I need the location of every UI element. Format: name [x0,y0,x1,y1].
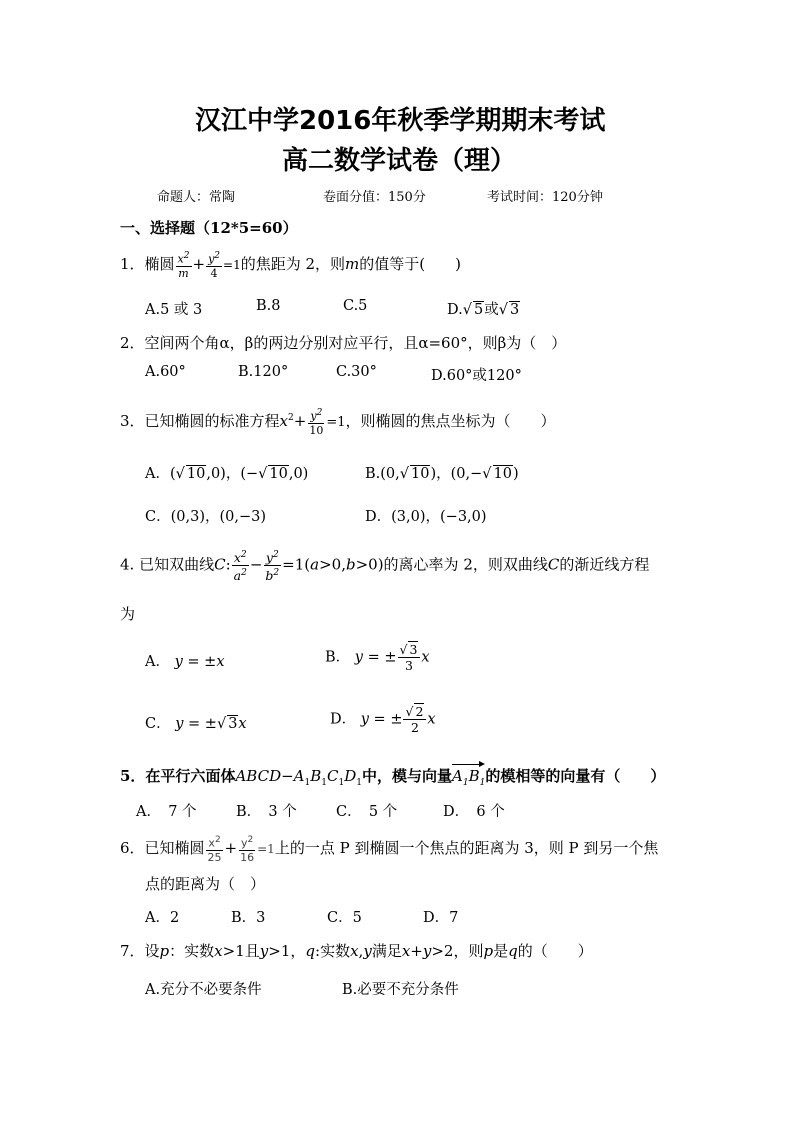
q1-suffix: 的焦距为 2，则 [240,254,346,273]
q1-var: m [345,254,360,273]
q4-continuation: 为 [120,605,136,623]
q6-option-d: D．7 [423,910,459,926]
q1-option-b: B.8 [256,298,281,314]
q2-option-a: A.60° [145,364,186,380]
exam-title: 汉江中学2016年秋季学期期末考试 [195,106,606,136]
question-7: 7．设p：实数x>1且y>1，q:实数x,y满足x+y>2，则p是q的（ ） [120,942,593,960]
q1-option-a: A.5 或 3 [145,302,203,318]
question-3: 3．已知椭圆的标准方程$x^2+$ $\frac{y^2}{10}$ =1，则椭圆的焦点坐标为（ ） [120,408,556,437]
q4-option-d: D． y = ± $\frac{√ 2}{2}$ x [330,704,436,735]
q3-option-a: A．(√ 10,0)，(−√ 10,0) [145,466,309,482]
question-4: 4. 已知双曲线C: $\frac{x^2}{a^2}$ − $\frac{y^2}{b^2}$ =1(a>0,b>0)的离心率为 2，则双曲线C的渐近线方程 [120,550,650,584]
q1-suffix2: 的值等于( ) [359,254,461,273]
q3-fraction: $\frac{y^2}{10}$ [309,408,324,437]
q5-option-b: B． 3 个 [236,804,297,820]
q7-option-b: B.必要不充分条件 [342,982,459,998]
q6-option-a: A．2 [145,910,180,926]
score-info: 卷面分值：150分 [323,190,426,205]
q1-option-c: C.5 [343,298,368,314]
q2-option-b: B.120° [238,364,289,380]
q6-option-b: B．3 [231,910,266,926]
q1-fraction-y: $\frac{y^2}{4}$ [208,251,221,280]
q5-option-d: D． 6 个 [443,804,505,820]
q4-option-b: B． y = ± $\frac{√ 3}{3}$ x [325,642,430,673]
q4-option-c: C． y = ±√ 3x [145,716,247,732]
question-5: 5．在平行六面体$ABCD-A_1B_1C_1D_1$中，模与向量$A_1B_1$的模相等的向量有（ ） [120,763,665,788]
question-2: 2．空间两个角α，β的两边分别对应平行，且α=60°，则β为（ ） [120,334,567,352]
q6-option-c: C．5 [327,910,362,926]
q4-option-a: A． y = ±x [145,654,225,670]
q3-option-b: B.(0,√ 10)，(0,−√ 10) [365,466,519,482]
q1-option-d: D.√ 5或√ 3 [447,302,520,318]
question-6: 6．已知椭圆 $\frac{x^2}{25}$ + $\frac{y^2}{16}$ =1上的一点 P 到椭圆一个焦点的距离为 3，则 P 到另一个焦 [120,835,659,864]
q5-option-c: C． 5 个 [336,804,398,820]
q5-option-a: A． 7 个 [136,804,197,820]
section-heading: 一、选择题（12*5=60） [120,219,298,237]
q1-fraction-x: $\frac{x^2}{m}$ [177,251,190,280]
time-info: 考试时间：120分钟 [487,190,603,205]
q2-option-d: D.60°或120° [431,368,522,384]
setter-info: 命题人：常陶 [157,190,236,205]
paper-title: 高二数学试卷（理） [282,146,517,176]
q2-option-c: C.30° [336,364,377,380]
question-1: 1．椭圆 $\frac{x^2}{m}$ + $\frac{y^2}{4}$ =1的焦距为 2，则m的值等于( ) [120,251,461,280]
vector-a1b1: $A_1B_1$ [452,763,485,788]
q7-option-a: A.充分不必要条件 [145,982,262,998]
q1-prefix: 1．椭圆 [120,254,175,273]
q3-option-c: C．(0,3)，(0,−3) [145,509,267,525]
q6-continuation: 点的距离为（ ） [145,875,266,893]
q3-option-d: D．(3,0)，(−3,0) [365,509,487,525]
